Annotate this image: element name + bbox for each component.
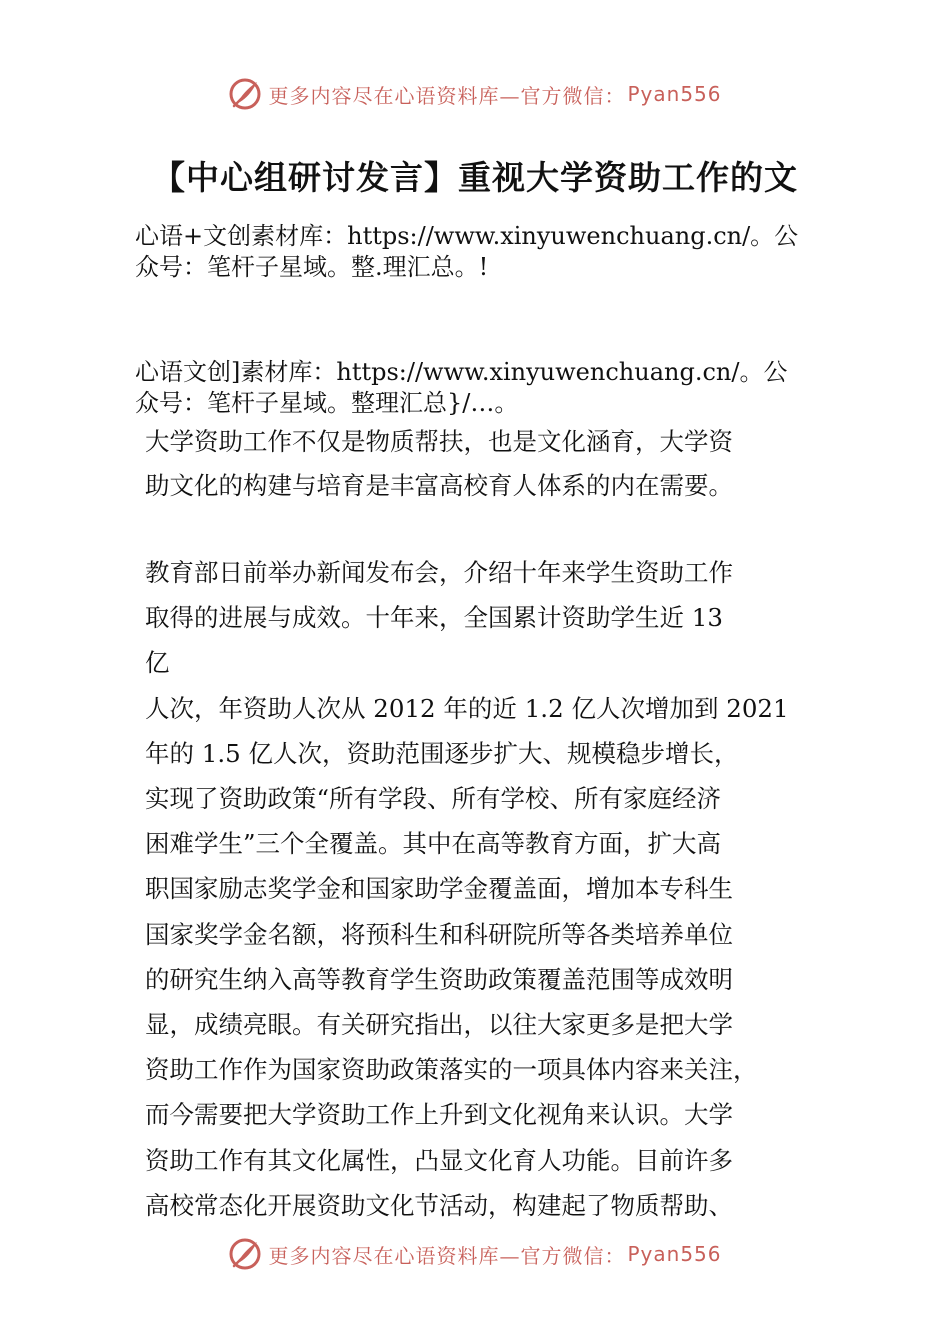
paragraph-line: 资助工作作为国家资助政策落实的一项具体内容来关注， [145,1055,758,1085]
body-paragraph [145,550,845,1228]
paragraph-line: 人次，年资助人次从 2012 年的近 1.2 亿人次增加到 2021 [145,693,789,723]
source-note-line: 众号：笔杆子星域。整.理汇总。! [135,253,489,281]
feather-pen-logo-icon [228,77,262,111]
watermark-banner-bottom [0,1232,950,1276]
paragraph-line: 取得的进展与成效。十年来，全国累计资助学生近 13 [145,603,723,633]
paragraph-line: 显，成绩亮眼。有关研究指出，以往大家更多是把大学 [145,1010,733,1040]
source-note-line: 心语文创]素材库：https://www.xinyuwenchuang.cn/。公 [135,358,788,386]
paragraph-line: 的研究生纳入高等教育学生资助政策覆盖范围等成效明 [145,964,733,994]
paragraph-line: 大学资助工作不仅是物质帮扶，也是文化涵育，大学资 [145,427,733,456]
watermark-handle: Pyan556 [627,82,722,106]
paragraph-line: 国家奖学金名额，将预科生和科研院所等各类培养单位 [145,919,733,949]
paragraph-line: 高校常态化开展资助文化节活动，构建起了物质帮助、 [145,1190,733,1220]
watermark-text: 更多内容尽在心语资料库—官方微信： [268,83,626,108]
body-paragraph [145,420,845,508]
paragraph-line: 实现了资助政策“所有学段、所有学校、所有家庭经济 [145,784,722,814]
feather-pen-logo-icon [228,1237,262,1271]
paragraph-line: 亿 [145,648,170,678]
paragraph-line: 教育部日前举办新闻发布会，介绍十年来学生资助工作 [145,558,733,587]
watermark-text: 更多内容尽在心语资料库—官方微信： [268,1243,626,1268]
source-note [135,357,835,419]
watermark-banner-top [0,72,950,116]
paragraph-line: 职国家励志奖学金和国家助学金覆盖面，增加本专科生 [145,874,733,904]
paragraph-line: 年的 1.5 亿人次，资助范围逐步扩大、规模稳步增长， [145,738,739,768]
paragraph-line: 资助工作有其文化属性，凸显文化育人功能。目前许多 [145,1145,733,1175]
source-note [135,221,835,283]
paragraph-line: 助文化的构建与培育是丰富高校育人体系的内在需要。 [145,471,733,500]
paragraph-line: 而今需要把大学资助工作上升到文化视角来认识。大学 [145,1100,733,1130]
paragraph-line: 困难学生”三个全覆盖。其中在高等教育方面，扩大高 [145,829,722,859]
source-note-line: 众号：笔杆子星域。整理汇总}/…。 [135,389,519,417]
watermark-handle: Pyan556 [627,1242,722,1266]
document-title: 【中心组研讨发言】重视大学资助工作的文 [152,158,798,197]
source-note-line: 心语+文创素材库：https://www.xinyuwenchuang.cn/。公 [135,222,799,250]
